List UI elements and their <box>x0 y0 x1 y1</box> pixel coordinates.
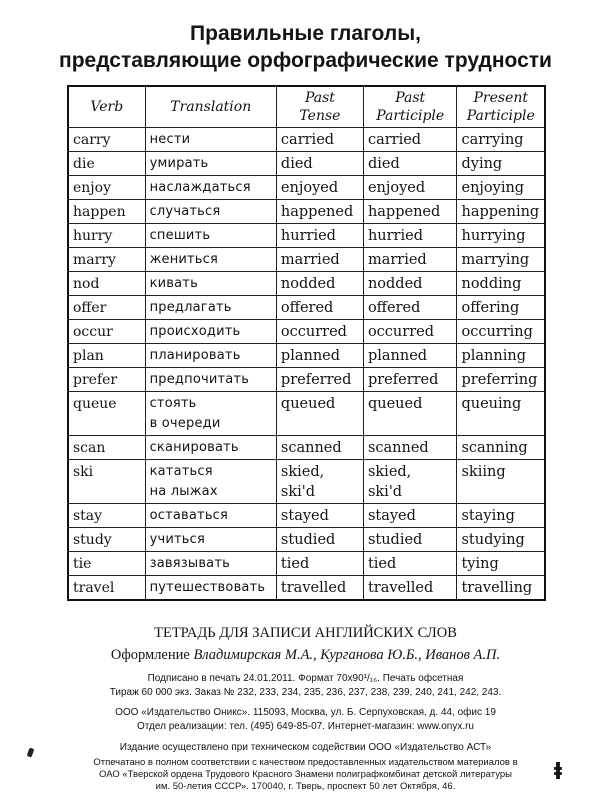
past-participle-cell: preferred <box>363 368 457 392</box>
translation-line1: стоять <box>149 396 197 411</box>
past-tense-cell: stayed <box>276 504 363 528</box>
header-past-participle-line1: Past <box>395 90 426 106</box>
translation-cell: сканировать <box>145 436 276 460</box>
imprint-line-5: Издание осуществлено при техническом содействии ООО «Издательство АСТ» <box>119 742 492 753</box>
present-participle-cell: tying <box>457 552 545 576</box>
past-participle-cell: offered <box>363 296 457 320</box>
book-title: ТЕТРАДЬ ДЛЯ ЗАПИСИ АНГЛИЙСКИХ СЛОВ <box>154 625 457 641</box>
imprint-line-4: Отдел реализации: тел. (495) 649-85-07. Интернет-магазин: www.onyx.ru <box>137 721 474 732</box>
past-participle-cell: planned <box>363 344 457 368</box>
translation-cell: предлагать <box>145 296 276 320</box>
present-participle-cell: travelling <box>457 576 545 601</box>
past-participle-cell <box>363 460 457 504</box>
translation-cell: происходить <box>145 320 276 344</box>
header-past-participle <box>363 86 457 128</box>
present-participle-cell: hurrying <box>457 224 545 248</box>
past-tense-line2: ski'd <box>280 484 316 500</box>
past-participle-cell: scanned <box>363 436 457 460</box>
past-tense-cell: hurried <box>276 224 363 248</box>
past-participle-cell: travelled <box>363 576 457 601</box>
past-participle-cell: queued <box>363 392 457 436</box>
past-participle-cell: stayed <box>363 504 457 528</box>
past-participle-cell: nodded <box>363 272 457 296</box>
verb-cell: happen <box>68 200 145 224</box>
translation-cell: спешить <box>145 224 276 248</box>
present-participle-cell: offering <box>457 296 545 320</box>
verb-cell: enjoy <box>68 176 145 200</box>
verb-cell: nod <box>68 272 145 296</box>
imprint-printing-block <box>0 757 611 793</box>
translation-line1: кататься <box>149 464 213 479</box>
table-row <box>68 576 545 601</box>
table-row <box>68 224 545 248</box>
translation-cell: жениться <box>145 248 276 272</box>
verb-cell: offer <box>68 296 145 320</box>
translation-cell: путешествовать <box>145 576 276 601</box>
past-tense-cell: occurred <box>276 320 363 344</box>
present-participle-cell: queuing <box>457 392 545 436</box>
translation-cell: кивать <box>145 272 276 296</box>
title-line-1: Правильные глаголы, <box>190 22 421 45</box>
present-participle-cell: dying <box>457 152 545 176</box>
translation-cell: наслаждаться <box>145 176 276 200</box>
verb-cell: marry <box>68 248 145 272</box>
translation-cell: нести <box>145 128 276 152</box>
verb-cell: travel <box>68 576 145 601</box>
verb-cell: plan <box>68 344 145 368</box>
page-title <box>0 20 611 74</box>
table-header-row <box>68 86 545 128</box>
table-row <box>68 392 545 436</box>
past-tense-cell: preferred <box>276 368 363 392</box>
present-participle-cell: occurring <box>457 320 545 344</box>
past-participle-cell: studied <box>363 528 457 552</box>
past-participle-cell: hurried <box>363 224 457 248</box>
past-participle-cell: enjoyed <box>363 176 457 200</box>
design-label: Оформление <box>110 647 190 663</box>
verb-cell: carry <box>68 128 145 152</box>
present-participle-cell: skiing <box>457 460 545 504</box>
past-tense-line1: skied, <box>280 464 325 480</box>
present-participle-cell: happening <box>457 200 545 224</box>
header-past-tense-line1: Past <box>304 90 335 106</box>
imprint-line-6b: ОАО «Тверской ордена Трудового Красного Знамени полиграфкомбинат детской литературы <box>99 769 512 780</box>
present-participle-cell: preferring <box>457 368 545 392</box>
verb-cell: ski <box>68 460 145 504</box>
past-participle-cell: occurred <box>363 320 457 344</box>
present-participle-cell: planning <box>457 344 545 368</box>
table-row <box>68 528 545 552</box>
translation-cell: оставаться <box>145 504 276 528</box>
past-tense-cell: enjoyed <box>276 176 363 200</box>
verb-cell: study <box>68 528 145 552</box>
present-participle-cell: enjoying <box>457 176 545 200</box>
translation-cell: учиться <box>145 528 276 552</box>
table-row <box>68 296 545 320</box>
design-credits <box>0 647 611 664</box>
present-participle-cell: marrying <box>457 248 545 272</box>
imprint-line-1: Подписано в печать 24.01.2011. Формат 70x90¹/₁₆. Печать офсетная <box>147 673 464 684</box>
imprint-line-2: Тираж 60 000 экз. Заказ № 232, 233, 234, 235, 236, 237, 238, 239, 240, 241, 242, 243. <box>109 687 502 698</box>
header-verb: Verb <box>68 86 145 128</box>
table-row <box>68 504 545 528</box>
past-tense-cell: died <box>276 152 363 176</box>
past-participle-cell: tied <box>363 552 457 576</box>
past-tense-cell: married <box>276 248 363 272</box>
verbs-table <box>67 85 546 601</box>
table-row <box>68 436 545 460</box>
header-present-participle-line2: Participle <box>466 108 535 124</box>
translation-cell: умирать <box>145 152 276 176</box>
past-tense-cell: nodded <box>276 272 363 296</box>
imprint-line-6c: им. 50-летия СССР». 170040, г. Тверь, проспект 50 лет Октября, 46. <box>155 781 456 792</box>
past-participle-line1: skied, <box>367 464 412 480</box>
past-tense-cell: scanned <box>276 436 363 460</box>
verb-cell: stay <box>68 504 145 528</box>
past-tense-cell: tied <box>276 552 363 576</box>
past-tense-cell: travelled <box>276 576 363 601</box>
verb-cell: prefer <box>68 368 145 392</box>
translation-cell <box>145 392 276 436</box>
present-participle-cell: studying <box>457 528 545 552</box>
header-present-participle-line1: Present <box>473 90 528 106</box>
table-row <box>68 248 545 272</box>
translation-line2: в очереди <box>149 416 221 431</box>
header-past-participle-line2: Participle <box>376 108 445 124</box>
header-past-tense <box>276 86 363 128</box>
past-participle-line2: ski'd <box>367 484 403 500</box>
translation-cell: завязывать <box>145 552 276 576</box>
verb-cell: die <box>68 152 145 176</box>
imprint-line-6a: Отпечатано в полном соответствии с качеством предоставленных издательством материалов в <box>93 757 518 768</box>
design-names: Владимирская М.А., Курганова Ю.Б., Иванов А.П. <box>193 647 501 663</box>
verb-cell: tie <box>68 552 145 576</box>
header-past-tense-line2: Tense <box>299 108 341 124</box>
present-participle-cell: scanning <box>457 436 545 460</box>
table-row <box>68 344 545 368</box>
past-tense-cell <box>276 460 363 504</box>
present-participle-cell: nodding <box>457 272 545 296</box>
table-row <box>68 176 545 200</box>
table-row <box>68 152 545 176</box>
table-row <box>68 128 545 152</box>
past-tense-cell: happened <box>276 200 363 224</box>
translation-line2: на лыжах <box>149 484 218 499</box>
imprint-line-3: ООО «Издательство Оникс». 115093, Москва, ул. Б. Серпуховская, д. 44, офис 19 <box>115 707 496 718</box>
past-participle-cell: carried <box>363 128 457 152</box>
table-row <box>68 552 545 576</box>
past-tense-cell: carried <box>276 128 363 152</box>
translation-cell: случаться <box>145 200 276 224</box>
table-row <box>68 200 545 224</box>
table-row <box>68 272 545 296</box>
table-row <box>68 320 545 344</box>
verb-cell: queue <box>68 392 145 436</box>
verb-cell: scan <box>68 436 145 460</box>
translation-cell <box>145 460 276 504</box>
title-line-2: представляющие орфографические трудности <box>59 49 552 72</box>
past-tense-cell: offered <box>276 296 363 320</box>
verb-cell: hurry <box>68 224 145 248</box>
present-participle-cell: carrying <box>457 128 545 152</box>
past-participle-cell: died <box>363 152 457 176</box>
table-row <box>68 460 545 504</box>
past-tense-cell: queued <box>276 392 363 436</box>
header-present-participle <box>457 86 545 128</box>
past-participle-cell: married <box>363 248 457 272</box>
verb-cell: occur <box>68 320 145 344</box>
table-body <box>68 128 545 601</box>
table-row <box>68 368 545 392</box>
translation-cell: предпочитать <box>145 368 276 392</box>
header-translation: Translation <box>145 86 276 128</box>
past-tense-cell: studied <box>276 528 363 552</box>
translation-cell: планировать <box>145 344 276 368</box>
past-participle-cell: happened <box>363 200 457 224</box>
present-participle-cell: staying <box>457 504 545 528</box>
printer-mark-icon: ⱡ <box>554 760 562 785</box>
past-tense-cell: planned <box>276 344 363 368</box>
